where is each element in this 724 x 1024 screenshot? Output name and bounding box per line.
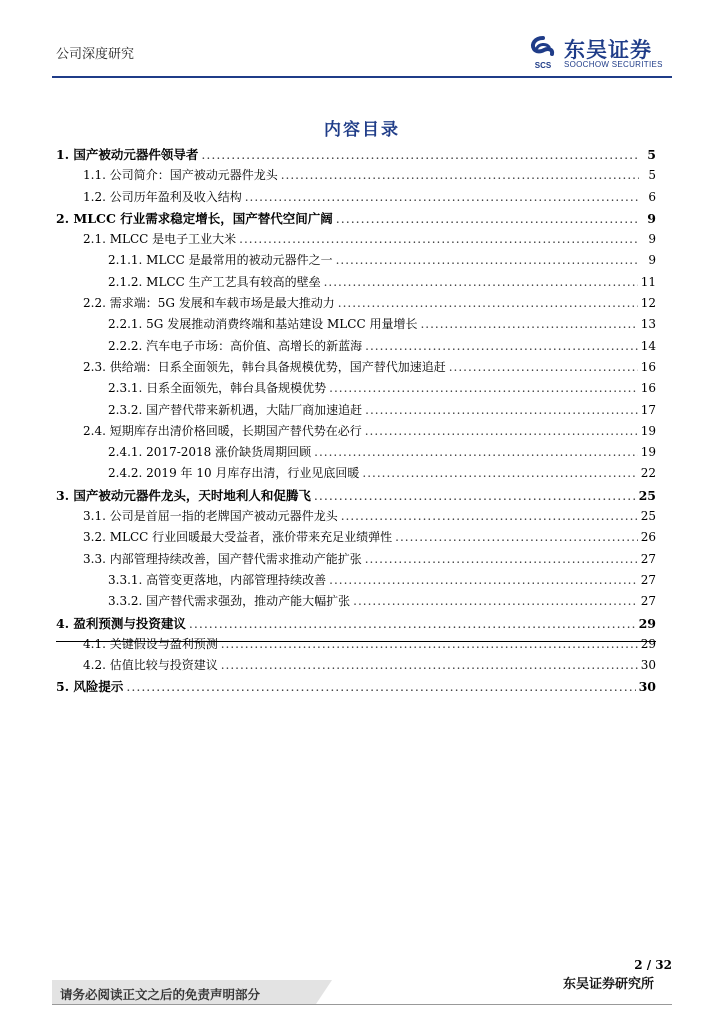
toc-entry-page: 27: [640, 572, 656, 587]
toc-entry[interactable]: [56, 187, 656, 208]
toc-leader-dots: [353, 591, 638, 612]
toc-bottom-divider: [56, 641, 656, 642]
toc-entry-title: 2.1.1. MLCC 是最常用的被动元器件之一: [108, 253, 333, 268]
logo-mark-text: SCS: [534, 61, 552, 70]
header-divider: [52, 76, 672, 78]
toc-entry-page: 16: [640, 381, 656, 396]
toc-entry[interactable]: [56, 272, 656, 293]
toc-entry-page: 30: [640, 658, 656, 673]
toc-title: 内容目录: [324, 120, 400, 140]
toc-entry-title: 2.3.2. 国产替代带来新机遇，大陆厂商加速追赶: [108, 402, 363, 417]
footer-divider: [52, 1004, 672, 1005]
toc-leader-dots: [324, 272, 638, 293]
toc-entry-title: 1.1. 公司简介：国产被动元器件龙头: [83, 168, 278, 183]
toc-leader-dots: [201, 144, 639, 165]
toc-entry-title: 2.4.2. 2019 年 10 月库存出清，行业见底回暖: [108, 466, 360, 481]
toc-entry-title: 5. 风险提示: [56, 679, 124, 695]
toc-entry-page: 19: [640, 445, 656, 460]
soochow-logo-icon: [528, 36, 558, 70]
toc-entry-title: 2.1. MLCC 是电子工业大米: [83, 232, 237, 247]
toc-leader-dots: [189, 613, 636, 634]
toc-leader-dots: [336, 250, 639, 271]
toc-entry-title: 3.3.2. 国产替代需求强劲，推动产能大幅扩张: [108, 594, 351, 609]
toc-leader-dots: [365, 549, 638, 570]
toc-entry-title: 3.2. MLCC 行业回暖最大受益者，涨价带来充足业绩弹性: [83, 530, 393, 545]
page-indicator: 2 / 32: [634, 958, 672, 972]
toc-leader-dots: [365, 400, 638, 421]
toc-leader-dots: [420, 314, 637, 335]
toc-entry[interactable]: [56, 591, 656, 612]
toc-leader-dots: [449, 357, 638, 378]
toc-entry-page: 22: [640, 466, 656, 481]
toc-entry[interactable]: [56, 400, 656, 421]
toc-leader-dots: [239, 229, 639, 250]
toc-entry[interactable]: [56, 421, 656, 442]
toc-entry[interactable]: [56, 229, 656, 250]
toc-leader-dots: [362, 463, 637, 484]
toc-entry-page: 9: [647, 210, 656, 226]
toc-leader-dots: [329, 570, 638, 591]
toc-entry[interactable]: [56, 293, 656, 314]
toc-entry-page: 5: [648, 168, 656, 183]
toc-entry[interactable]: [56, 485, 656, 506]
toc-entry-title: 3.3.1. 高管变更落地，内部管理持续改善: [108, 572, 327, 587]
toc-leader-dots: [221, 655, 638, 676]
toc-entry[interactable]: [56, 613, 656, 634]
company-logo: [528, 34, 678, 74]
toc-leader-dots: [281, 165, 639, 186]
toc-entry-page: 29: [640, 636, 656, 651]
toc-entry[interactable]: [56, 442, 656, 463]
toc-entry-page: 16: [640, 359, 656, 374]
toc-entry-title: 2.3.1. 日系全面领先，韩台具备规模优势: [108, 381, 327, 396]
toc-entry[interactable]: [56, 527, 656, 548]
toc-entry-page: 17: [640, 402, 656, 417]
toc-entry-page: 6: [648, 189, 656, 204]
toc-entry[interactable]: [56, 378, 656, 399]
toc-entry-page: 13: [640, 317, 656, 332]
toc-entry[interactable]: [56, 655, 656, 676]
logo-chinese-name: 东吴证券: [564, 38, 652, 62]
toc-entry-title: 2.4.1. 2017-2018 涨价缺货周期回顾: [108, 445, 312, 460]
toc-entry[interactable]: [56, 676, 656, 697]
toc-entry[interactable]: [56, 208, 656, 229]
header-section-label: 公司深度研究: [56, 47, 135, 62]
toc-entry[interactable]: [56, 570, 656, 591]
toc-entry-page: 19: [640, 423, 656, 438]
toc-entry-page: 11: [640, 274, 656, 289]
toc-entry-title: 2.4. 短期库存出清价格回暖，长期国产替代势在必行: [83, 423, 362, 438]
toc-leader-dots: [221, 634, 638, 655]
toc-leader-dots: [245, 187, 639, 208]
toc-entry[interactable]: [56, 144, 656, 165]
toc-entry-page: 12: [640, 296, 656, 311]
logo-english-name: SOOCHOW SECURITIES: [564, 60, 663, 69]
toc-entry-title: 2. MLCC 行业需求稳定增长，国产替代空间广阔: [56, 210, 333, 226]
toc-entry[interactable]: [56, 463, 656, 484]
toc-entry-title: 2.2.1. 5G 发展推动消费终端和基站建设 MLCC 用量增长: [108, 317, 418, 332]
toc-entry-page: 30: [638, 679, 656, 695]
toc-entry-title: 3. 国产被动元器件龙头，天时地利人和促腾飞: [56, 487, 311, 503]
toc-entry-page: 25: [640, 509, 656, 524]
toc-leader-dots: [329, 378, 638, 399]
toc-entry-page: 29: [638, 615, 656, 631]
toc-entry[interactable]: [56, 165, 656, 186]
toc-leader-dots: [365, 336, 638, 357]
toc-entry-page: 26: [640, 530, 656, 545]
toc-entry-page: 27: [640, 551, 656, 566]
table-of-contents: [56, 144, 656, 698]
toc-entry[interactable]: [56, 634, 656, 655]
toc-leader-dots: [395, 527, 638, 548]
toc-entry[interactable]: [56, 314, 656, 335]
toc-leader-dots: [341, 506, 638, 527]
toc-entry[interactable]: [56, 549, 656, 570]
toc-entry-title: 3.3. 内部管理持续改善，国产替代需求推动产能扩张: [83, 551, 362, 566]
toc-entry-page: 9: [648, 232, 656, 247]
toc-entry-page: 25: [638, 487, 656, 503]
toc-entry-page: 9: [648, 253, 656, 268]
toc-entry-title: 4. 盈利预测与投资建议: [56, 615, 186, 631]
toc-entry[interactable]: [56, 506, 656, 527]
toc-entry-page: 14: [640, 338, 656, 353]
toc-entry-title: 2.2.2. 汽车电子市场：高价值、高增长的新蓝海: [108, 338, 363, 353]
toc-entry[interactable]: [56, 336, 656, 357]
footer-disclaimer: 请务必阅读正文之后的免责声明部分: [60, 987, 261, 1002]
toc-entry[interactable]: [56, 357, 656, 378]
toc-entry-page: 27: [640, 594, 656, 609]
toc-entry-title: 2.3. 供给端：日系全面领先，韩台具备规模优势，国产替代加速追赶: [83, 359, 446, 374]
toc-leader-dots: [336, 208, 639, 229]
toc-entry-title: 1.2. 公司历年盈利及收入结构: [83, 189, 242, 204]
toc-entry-title: 2.1.2. MLCC 生产工艺具有较高的壁垒: [108, 274, 321, 289]
toc-leader-dots: [314, 485, 636, 506]
toc-entry-title: 4.2. 估值比较与投资建议: [83, 658, 218, 673]
toc-leader-dots: [338, 293, 638, 314]
footer-institute: 东吴证券研究所: [562, 977, 654, 992]
toc-entry-page: 5: [647, 147, 656, 162]
toc-leader-dots: [365, 421, 638, 442]
toc-entry-title: 4.1. 关键假设与盈利预测: [83, 636, 218, 651]
toc-leader-dots: [126, 676, 635, 697]
toc-entry-title: 3.1. 公司是首屈一指的老牌国产被动元器件龙头: [83, 509, 338, 524]
toc-entry-title: 1. 国产被动元器件领导者: [56, 147, 199, 162]
toc-entry-title: 2.2. 需求端：5G 发展和车载市场是最大推动力: [83, 296, 335, 311]
toc-leader-dots: [314, 442, 638, 463]
toc-entry[interactable]: [56, 250, 656, 271]
